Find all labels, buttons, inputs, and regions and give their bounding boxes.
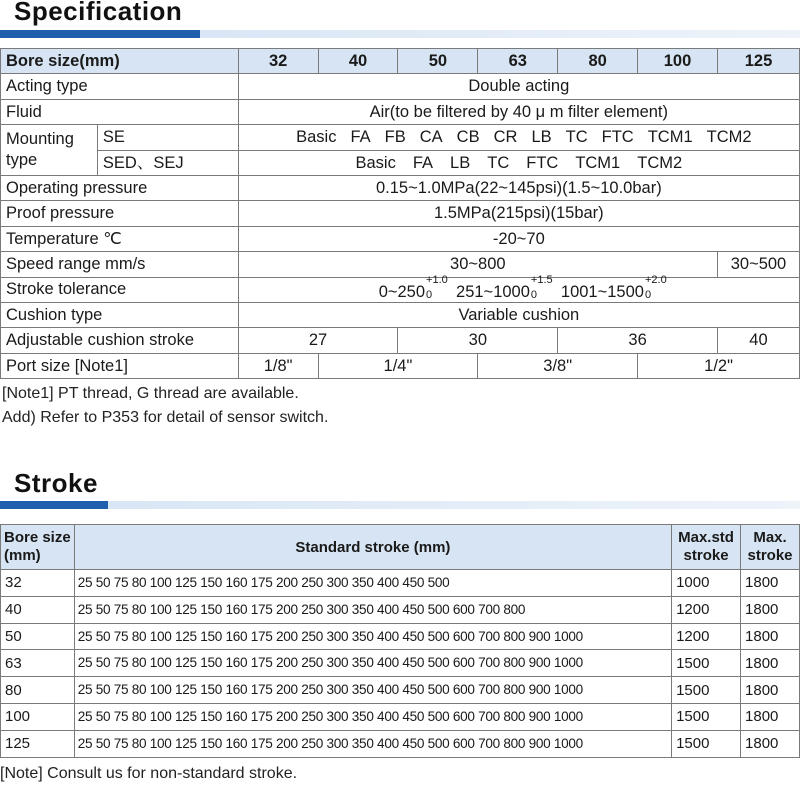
tol-plus: +2.0 bbox=[644, 273, 667, 286]
port-size-value: 1/4" bbox=[318, 353, 478, 378]
port-size-label: Port size [Note1] bbox=[1, 353, 239, 378]
cushion-type-label: Cushion type bbox=[1, 302, 239, 327]
stroke-bore: 63 bbox=[1, 650, 75, 677]
bore-80: 80 bbox=[558, 49, 638, 74]
stroke-max-std: 1200 bbox=[672, 596, 741, 623]
spec-table bbox=[0, 48, 800, 379]
mounting-sed-options bbox=[238, 150, 799, 175]
tol-plus: +1.5 bbox=[530, 273, 553, 286]
port-size-row bbox=[1, 353, 800, 378]
stroke-max-std: 1500 bbox=[672, 677, 741, 704]
fluid-row bbox=[1, 99, 800, 124]
fluid-value: Air(to be filtered by 40 μ m filter element) bbox=[238, 99, 799, 124]
cushion-type-value: Variable cushion bbox=[238, 302, 799, 327]
stroke-row bbox=[1, 650, 800, 677]
stroke-max: 1800 bbox=[741, 570, 800, 597]
proof-pressure-label: Proof pressure bbox=[1, 201, 239, 226]
tol-range: 251~1000 bbox=[456, 282, 530, 301]
adjustable-cushion-row bbox=[1, 328, 800, 353]
se-opt: FB bbox=[384, 128, 406, 147]
stroke-list: 25 50 75 80 100 125 150 160 175 200 250 300 350 400 450 500 600 700 800 900 1000 bbox=[74, 623, 671, 650]
stroke-max: 1800 bbox=[741, 623, 800, 650]
max-std-stroke-header: Max.std stroke bbox=[672, 525, 741, 570]
stroke-table bbox=[0, 524, 800, 758]
sed-opt: TC bbox=[487, 153, 510, 172]
stroke-note: [Note] Consult us for non-standard stroke. bbox=[0, 765, 298, 782]
spec-note-1: [Note1] PT thread, G thread are available. bbox=[2, 385, 299, 402]
temperature-label: Temperature ℃ bbox=[1, 226, 239, 251]
se-opt: CA bbox=[419, 128, 443, 147]
stroke-max: 1800 bbox=[741, 596, 800, 623]
se-opt: CB bbox=[456, 128, 480, 147]
mounting-se-label: SE bbox=[97, 125, 238, 150]
bore-32: 32 bbox=[238, 49, 318, 74]
mounting-se-row bbox=[1, 125, 800, 150]
stroke-bore: 100 bbox=[1, 703, 75, 730]
port-size-value: 3/8" bbox=[478, 353, 638, 378]
adjustable-cushion-label: Adjustable cushion stroke bbox=[1, 328, 239, 353]
operating-pressure-label: Operating pressure bbox=[1, 175, 239, 200]
cushion-type-row bbox=[1, 302, 800, 327]
cushion-value: 40 bbox=[717, 328, 799, 353]
se-opt: Basic bbox=[296, 128, 337, 147]
se-opt: CR bbox=[493, 128, 518, 147]
spec-title-bar bbox=[0, 30, 800, 38]
stroke-bore: 125 bbox=[1, 730, 75, 757]
tol-plus: +1.0 bbox=[426, 273, 448, 286]
stroke-title-bar bbox=[0, 501, 800, 509]
stroke-bore: 80 bbox=[1, 677, 75, 704]
port-size-value: 1/8" bbox=[238, 353, 318, 378]
stroke-bore: 50 bbox=[1, 623, 75, 650]
stroke-bore-header: Bore size (mm) bbox=[1, 525, 75, 570]
port-size-value: 1/2" bbox=[638, 353, 800, 378]
se-opt: FTC bbox=[601, 128, 634, 147]
standard-stroke-header: Standard stroke (mm) bbox=[74, 525, 671, 570]
bore-100: 100 bbox=[638, 49, 718, 74]
se-opt: FA bbox=[350, 128, 371, 147]
stroke-max: 1800 bbox=[741, 730, 800, 757]
stroke-header-row bbox=[1, 525, 800, 570]
stroke-row bbox=[1, 730, 800, 757]
max-stroke-header: Max. stroke bbox=[741, 525, 800, 570]
sed-opt: TCM2 bbox=[637, 153, 683, 172]
stroke-bore: 40 bbox=[1, 596, 75, 623]
stroke-title: Stroke bbox=[14, 468, 98, 498]
se-opt: LB bbox=[531, 128, 552, 147]
stroke-bore: 32 bbox=[1, 570, 75, 597]
speed-range-value: 30~800 bbox=[238, 252, 717, 277]
acting-type-value: Double acting bbox=[238, 74, 799, 99]
proof-pressure-value: 1.5MPa(215psi)(15bar) bbox=[238, 201, 799, 226]
stroke-max: 1800 bbox=[741, 677, 800, 704]
stroke-max: 1800 bbox=[741, 703, 800, 730]
tol-range: 0~250 bbox=[378, 282, 426, 301]
operating-pressure-value: 0.15~1.0MPa(22~145psi)(1.5~10.0bar) bbox=[238, 175, 799, 200]
stroke-row bbox=[1, 596, 800, 623]
stroke-tolerance-row bbox=[1, 277, 800, 302]
stroke-tolerance-label: Stroke tolerance bbox=[1, 277, 239, 302]
tol-range: 1001~1500 bbox=[560, 282, 644, 301]
temperature-value: -20~70 bbox=[238, 226, 799, 251]
spec-note-2: Add) Refer to P353 for detail of sensor switch. bbox=[2, 409, 329, 426]
sed-opt: TCM1 bbox=[575, 153, 621, 172]
temperature-row bbox=[1, 226, 800, 251]
stroke-max-std: 1200 bbox=[672, 623, 741, 650]
cushion-value: 36 bbox=[558, 328, 718, 353]
stroke-list: 25 50 75 80 100 125 150 160 175 200 250 300 350 400 450 500 600 700 800 900 1000 bbox=[74, 677, 671, 704]
sed-opt: FTC bbox=[526, 153, 559, 172]
bore-40: 40 bbox=[318, 49, 398, 74]
stroke-list: 25 50 75 80 100 125 150 160 175 200 250 300 350 400 450 500 600 700 800 900 1000 bbox=[74, 703, 671, 730]
spec-header-row bbox=[1, 49, 800, 74]
stroke-row bbox=[1, 570, 800, 597]
stroke-list: 25 50 75 80 100 125 150 160 175 200 250 300 350 400 450 500 bbox=[74, 570, 671, 597]
tol-minus: 0 bbox=[644, 288, 652, 301]
mounting-type-label: Mounting type bbox=[1, 125, 98, 176]
sed-opt: FA bbox=[412, 153, 434, 172]
mounting-se-options bbox=[238, 125, 799, 150]
tol-minus: 0 bbox=[426, 288, 433, 301]
stroke-row bbox=[1, 623, 800, 650]
bore-50: 50 bbox=[398, 49, 478, 74]
stroke-max-std: 1500 bbox=[672, 703, 741, 730]
se-opt: TCM2 bbox=[706, 128, 752, 147]
bore-63: 63 bbox=[478, 49, 558, 74]
stroke-row bbox=[1, 703, 800, 730]
stroke-list: 25 50 75 80 100 125 150 160 175 200 250 300 350 400 450 500 600 700 800 900 1000 bbox=[74, 730, 671, 757]
tol-minus: 0 bbox=[530, 288, 538, 301]
stroke-row bbox=[1, 677, 800, 704]
acting-type-label: Acting type bbox=[1, 74, 239, 99]
mounting-sed-label: SED、SEJ bbox=[97, 150, 238, 175]
sed-opt: Basic bbox=[355, 153, 396, 172]
speed-range-row bbox=[1, 252, 800, 277]
bore-size-label: Bore size(mm) bbox=[1, 49, 239, 74]
stroke-tolerance-value bbox=[238, 273, 799, 302]
stroke-max-std: 1000 bbox=[672, 570, 741, 597]
spec-title: Specification bbox=[14, 0, 183, 26]
stroke-list: 25 50 75 80 100 125 150 160 175 200 250 300 350 400 450 500 600 700 800 900 1000 bbox=[74, 650, 671, 677]
speed-range-value-125: 30~500 bbox=[717, 252, 799, 277]
stroke-max-std: 1500 bbox=[672, 730, 741, 757]
operating-pressure-row bbox=[1, 175, 800, 200]
bore-125: 125 bbox=[717, 49, 799, 74]
stroke-list: 25 50 75 80 100 125 150 160 175 200 250 300 350 400 450 500 600 700 800 bbox=[74, 596, 671, 623]
proof-pressure-row bbox=[1, 201, 800, 226]
cushion-value: 27 bbox=[238, 328, 398, 353]
mounting-sed-row bbox=[1, 150, 800, 175]
speed-range-label: Speed range mm/s bbox=[1, 252, 239, 277]
fluid-label: Fluid bbox=[1, 99, 239, 124]
acting-type-row bbox=[1, 74, 800, 99]
stroke-max-std: 1500 bbox=[672, 650, 741, 677]
sed-opt: LB bbox=[450, 153, 471, 172]
se-opt: TC bbox=[565, 128, 588, 147]
cushion-value: 30 bbox=[398, 328, 558, 353]
stroke-max: 1800 bbox=[741, 650, 800, 677]
se-opt: TCM1 bbox=[647, 128, 693, 147]
